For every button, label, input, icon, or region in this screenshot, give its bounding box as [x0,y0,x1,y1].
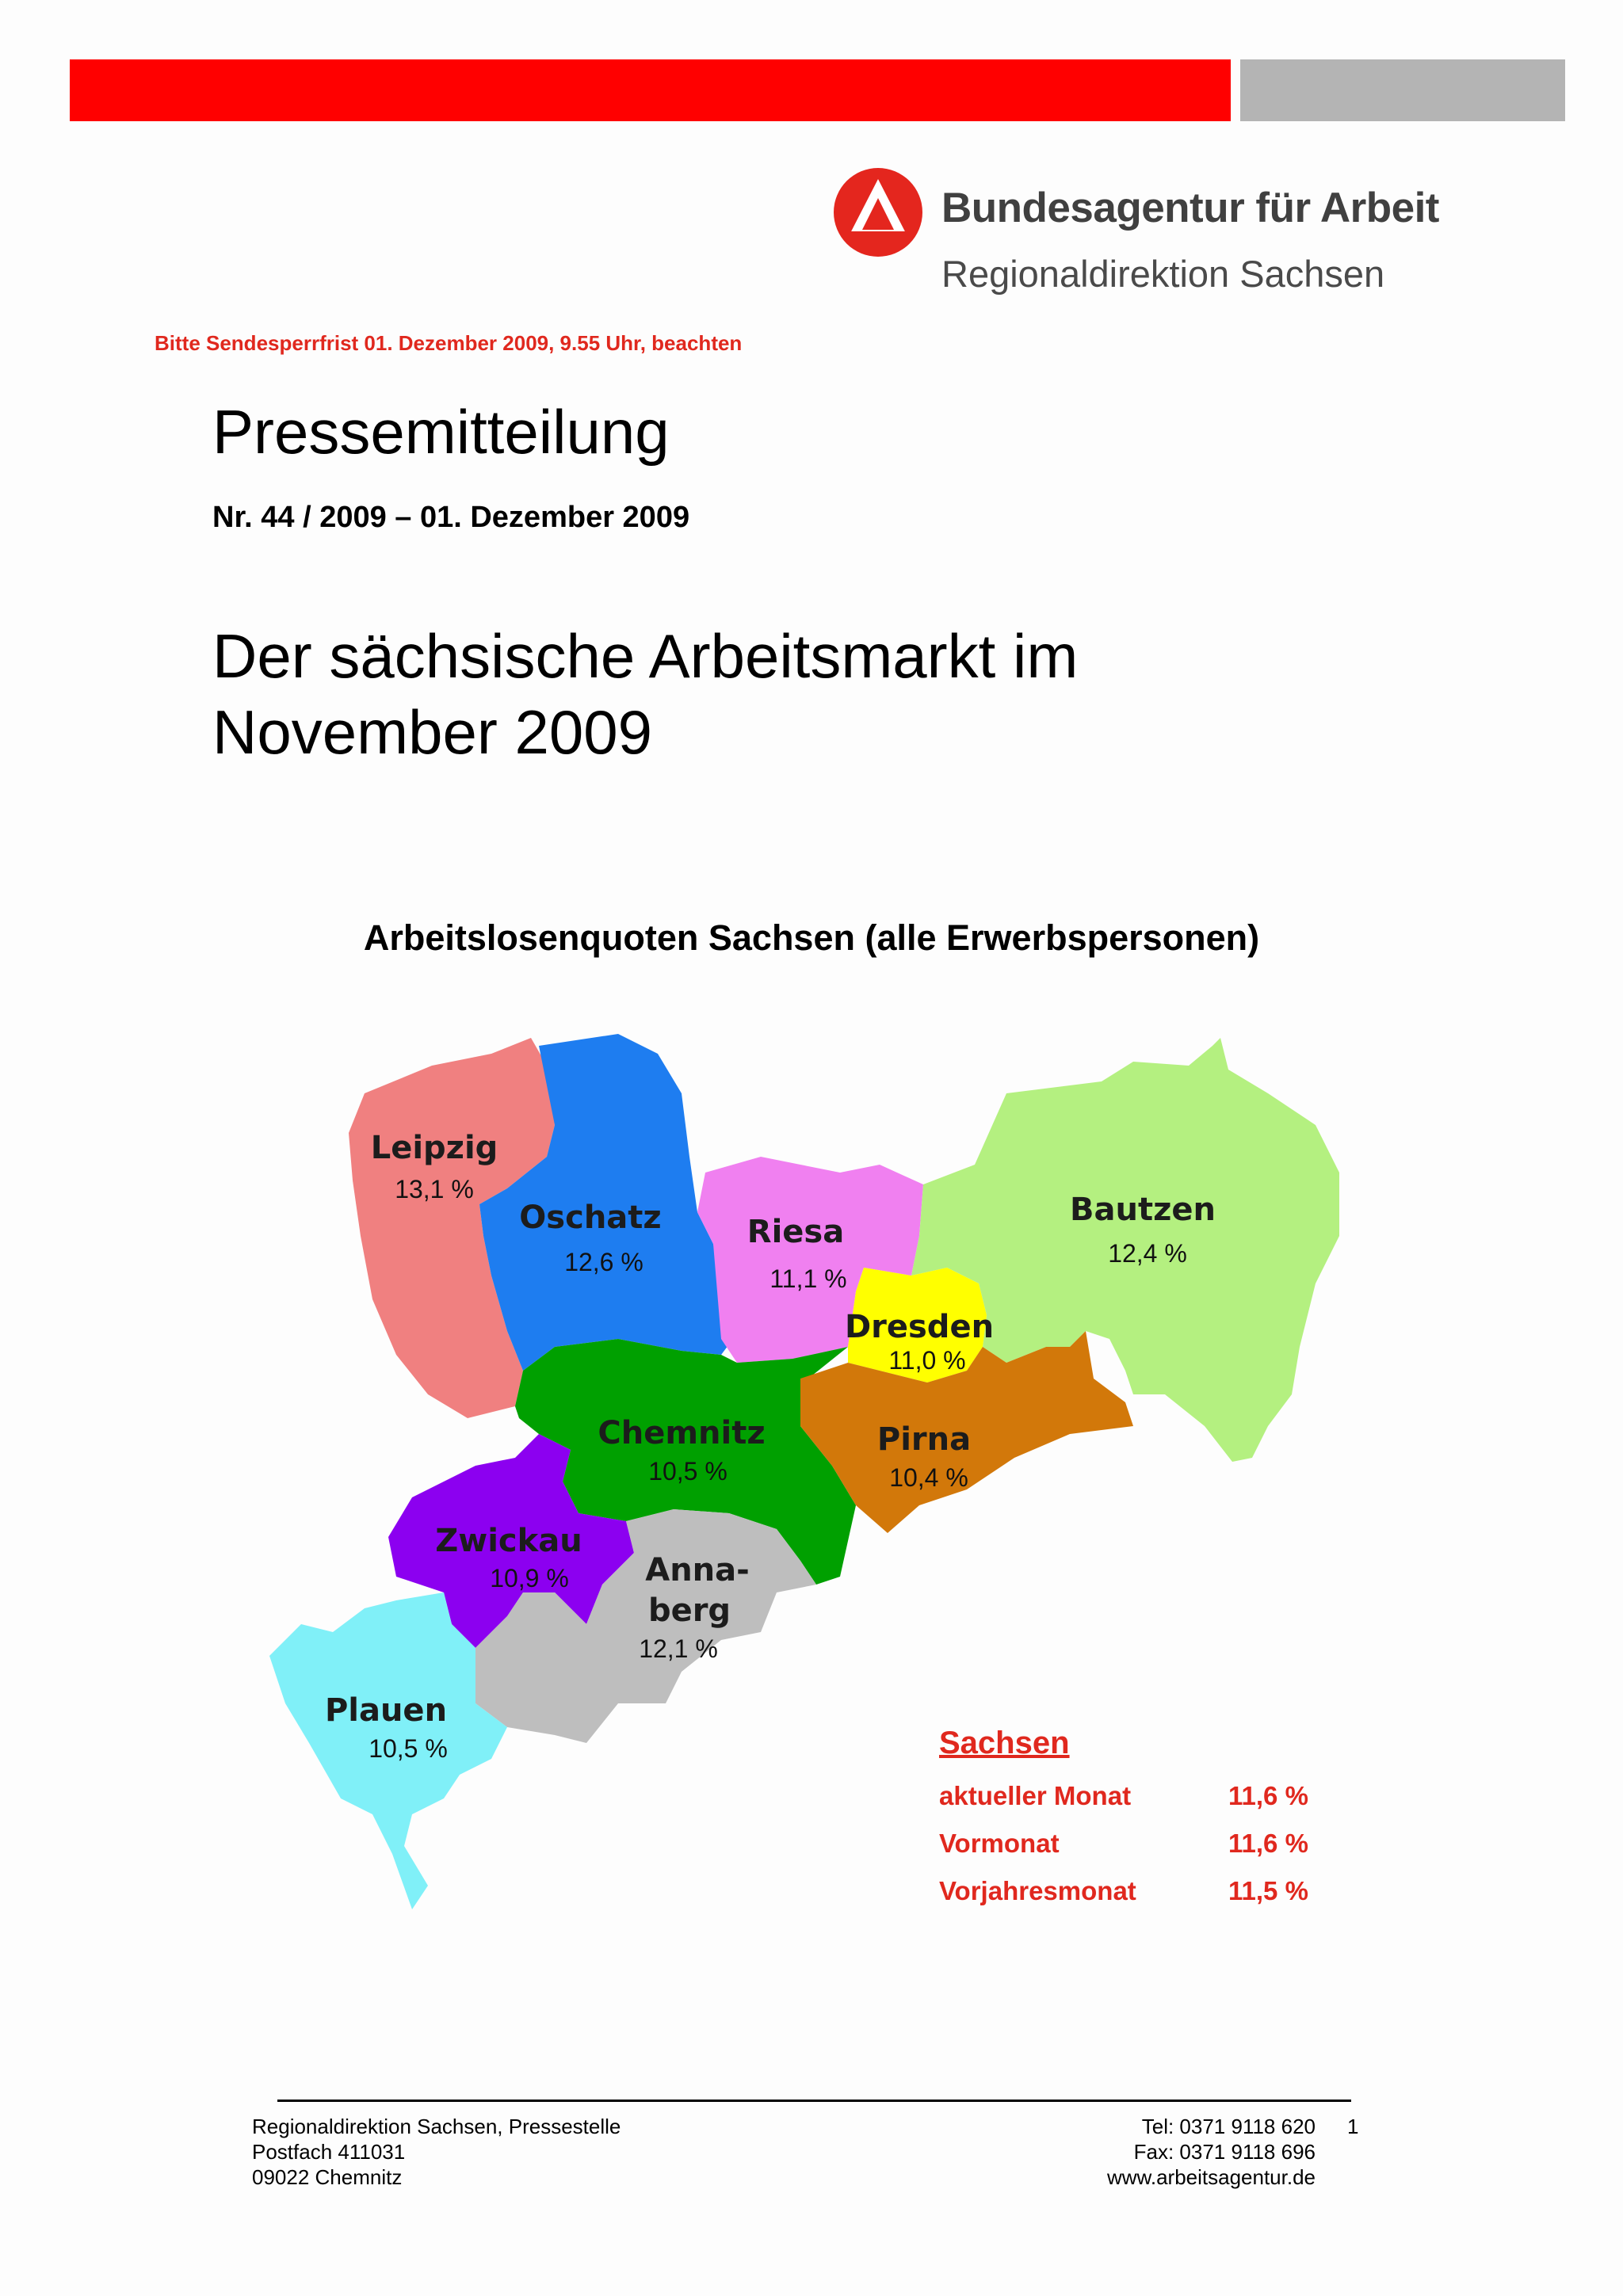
region-label-pirna: Pirna [876,1421,972,1458]
footer-divider [277,2100,1351,2102]
region-label-annaberg-line2: berg [647,1592,731,1629]
summary-value-previous-year: 11,5 % [1228,1876,1308,1905]
region-value-pirna: 10,4 % [889,1463,968,1492]
region-value-chemnitz: 10,5 % [648,1457,727,1486]
region-label-riesa: Riesa [747,1214,845,1250]
headline-line-2: November 2009 [212,697,652,767]
org-name: Bundesagentur für Arbeit [941,185,1439,231]
region-label-annaberg-line1: Anna- [645,1552,750,1589]
footer-address [252,2114,621,2190]
region-label-plauen: Plauen [324,1692,448,1729]
footer-website[interactable]: www.arbeitsagentur.de [1106,2165,1316,2189]
footer-address-line-2: Postfach 411031 [252,2140,406,2164]
headline-line-1: Der sächsische Arbeitsmarkt im [212,621,1079,691]
summary-label-current: aktueller Monat [939,1781,1132,1810]
footer-contact [1107,2114,1316,2190]
footer-phone: Tel: 0371 9118 620 [1141,2115,1316,2138]
summary-label-previous-month: Vormonat [939,1829,1060,1858]
region-value-zwickau: 10,9 % [490,1564,569,1592]
region-label-bautzen: Bautzen [1070,1192,1216,1228]
footer-address-line-1: Regionaldirektion Sachsen, Pressestelle [252,2115,621,2138]
region-value-oschatz: 12,6 % [564,1248,643,1276]
map-title: Arbeitslosenquoten Sachsen (alle Erwerbspersonen) [363,917,1260,958]
region-label-dresden: Dresden [844,1309,995,1345]
document-number: Nr. 44 / 2009 – 01. Dezember 2009 [212,501,690,534]
region-value-riesa: 11,1 % [769,1264,847,1293]
region-label-leipzig: Leipzig [370,1130,498,1166]
region-value-bautzen: 12,4 % [1108,1239,1187,1268]
region-value-leipzig: 13,1 % [395,1175,474,1203]
region-value-plauen: 10,5 % [369,1734,448,1763]
region-label-chemnitz: Chemnitz [598,1415,766,1451]
org-subtitle: Regionaldirektion Sachsen [941,253,1385,295]
document-type: Pressemitteilung [212,397,670,467]
summary-title: Sachsen [939,1726,1070,1760]
region-label-oschatz: Oschatz [519,1199,662,1236]
summary-value-previous-month: 11,6 % [1228,1829,1308,1858]
summary-value-current: 11,6 % [1228,1781,1308,1810]
footer-fax: Fax: 0371 9118 696 [1133,2140,1316,2164]
footer-address-line-3: 09022 Chemnitz [252,2165,403,2189]
page-number: 1 [1347,2115,1359,2138]
region-value-annaberg: 12,1 % [639,1634,718,1663]
embargo-notice: Bitte Sendesperrfrist 01. Dezember 2009, 9.55 Uhr, beachten [155,331,743,355]
region-value-dresden: 11,0 % [888,1346,966,1375]
summary-label-previous-year: Vorjahresmonat [939,1876,1136,1905]
region-label-zwickau: Zwickau [435,1523,582,1559]
